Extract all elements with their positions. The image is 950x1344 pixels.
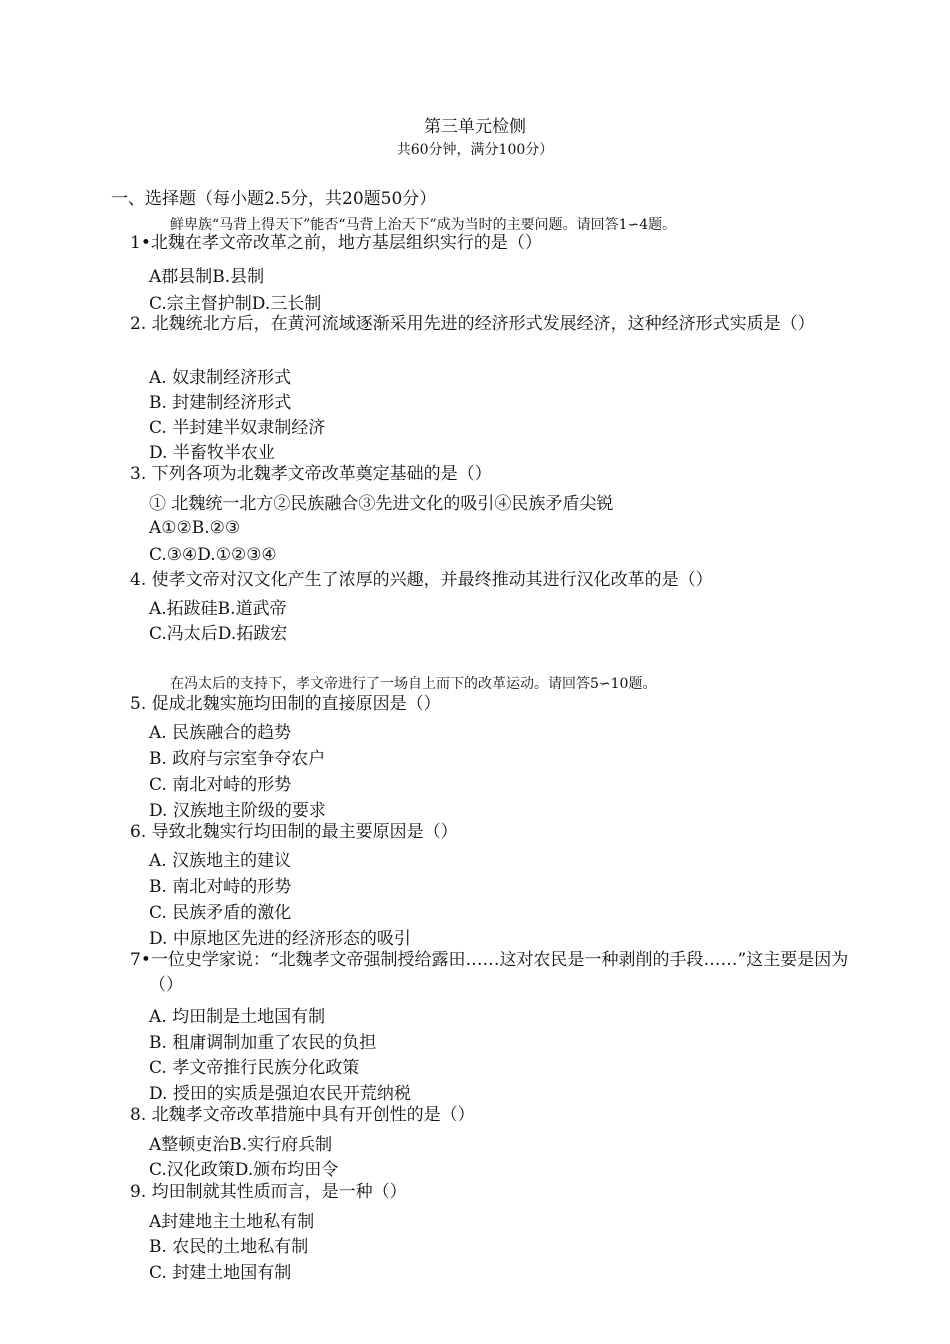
question-text: 1•北魏在孝文帝改革之前，地方基层组织实行的是（） (130, 233, 542, 253)
option-line: D. 半畜牧半农业 (149, 443, 275, 463)
intro-passage-1: 鲜卑族“马背上得天下”能否“马背上治天下”成为当时的主要问题。请回答1∽4题。 (170, 217, 677, 233)
option-line: A. 民族融合的趋势 (149, 723, 292, 743)
option-line: C. 半封建半奴隶制经济 (149, 418, 326, 438)
option-line: C.冯太后D.拓跋宏 (149, 624, 288, 644)
option-line: C. 孝文帝推行民族分化政策 (149, 1058, 360, 1078)
option-line: C. 封建土地国有制 (149, 1263, 292, 1283)
option-line: D. 授田的实质是强迫农民开荒纳税 (149, 1084, 411, 1104)
intro-passage-2: 在冯太后的支持下，孝文帝进行了一场自上而下的改革运动。请回答5∽10题。 (170, 676, 657, 692)
option-line: A. 汉族地主的建议 (149, 851, 292, 871)
option-line: ① 北魏统一北方②民族融合③先进文化的吸引④民族矛盾尖锐 (149, 494, 614, 514)
option-line: D. 中原地区先进的经济形态的吸引 (149, 929, 411, 949)
question-text: 8. 北魏孝文帝改革措施中具有开创性的是（） (130, 1105, 475, 1125)
question-6 (130, 820, 850, 845)
option-line: B. 南北对峙的形势 (149, 877, 292, 897)
question-1 (130, 231, 850, 256)
question-text: 5. 促成北魏实施均田制的直接原因是（） (130, 694, 441, 714)
section-heading: 一、选择题（每小题2.5分，共20题50分） (111, 189, 437, 209)
question-3 (130, 462, 850, 487)
option-line: C.汉化政策D.颁布均田令 (149, 1160, 339, 1180)
option-line: A.拓跋硅B.道武帝 (149, 599, 287, 619)
page-subtitle: 共60分钟，满分100分） (396, 142, 554, 158)
option-line: C.宗主督护制D.三长制 (149, 294, 322, 314)
option-line: C. 南北对峙的形势 (149, 775, 292, 795)
option-line: B. 封建制经济形式 (149, 393, 292, 413)
question-8 (130, 1103, 850, 1128)
question-text: 3. 下列各项为北魏孝文帝改革奠定基础的是（） (130, 464, 492, 484)
page-title: 第三单元检侧 (424, 117, 526, 137)
question-text: 4. 使孝文帝对汉文化产生了浓厚的兴趣，并最终推动其进行汉化改革的是（） (130, 570, 713, 590)
option-line: B. 政府与宗室争夺农户 (149, 749, 326, 769)
option-line: A整顿吏治B.实行府兵制 (149, 1135, 333, 1155)
option-line: A封建地主土地私有制 (149, 1212, 315, 1232)
question-5 (130, 692, 850, 717)
question-4 (130, 568, 850, 593)
option-line: A①②B.②③ (149, 518, 241, 538)
option-line: C. 民族矛盾的激化 (149, 903, 292, 923)
question-7 (130, 948, 850, 998)
question-text: 9. 均田制就其性质而言，是一种（） (130, 1182, 407, 1202)
option-line: C.③④D.①②③④ (149, 545, 277, 565)
option-line: B. 租庸调制加重了农民的负担 (149, 1033, 377, 1053)
option-line: A郡县制B.县制 (149, 267, 265, 287)
question-text: 7•一位史学家说：“北魏孝文帝强制授给露田……这对农民是一种剥削的手段……”这主要是因为（） (130, 950, 849, 995)
question-9 (130, 1180, 850, 1205)
option-line: A. 奴隶制经济形式 (149, 368, 292, 388)
question-text: 6. 导致北魏实行均田制的最主要原因是（） (130, 822, 458, 842)
option-line: D. 汉族地主阶级的要求 (149, 801, 326, 821)
question-text: 2. 北魏统北方后，在黄河流域逐渐采用先进的经济形式发展经济，这种经济形式实质是（） (130, 314, 815, 334)
option-line: B. 农民的土地私有制 (149, 1237, 309, 1257)
option-line: A. 均田制是土地国有制 (149, 1007, 326, 1027)
question-2 (130, 312, 850, 337)
